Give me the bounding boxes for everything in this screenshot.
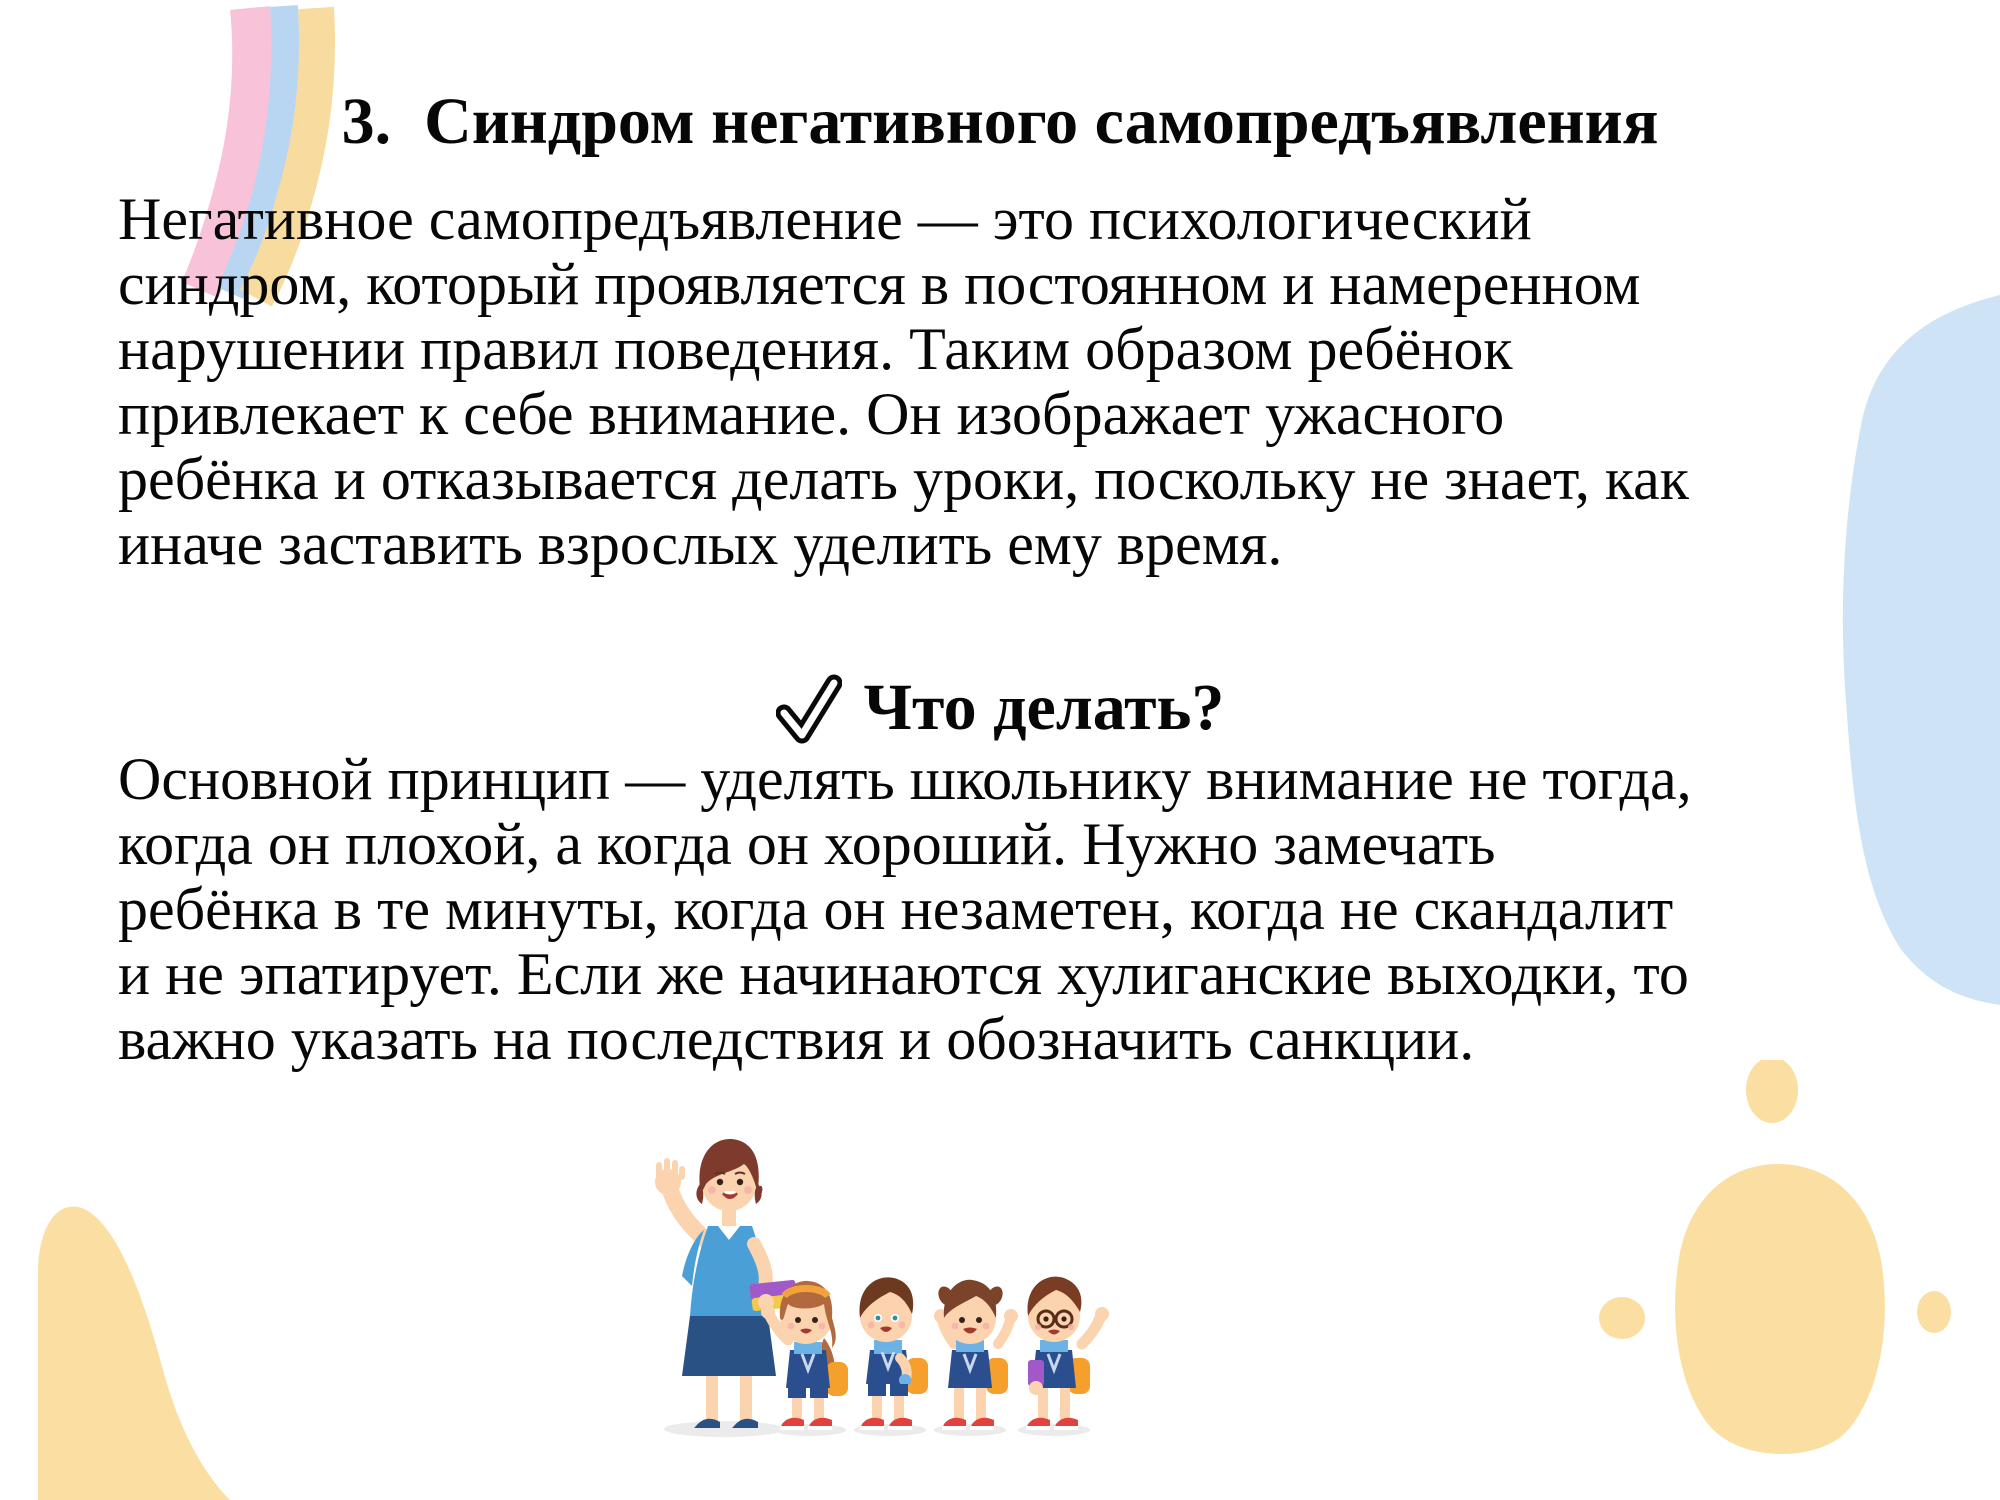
paragraph-line: Основной принцип — уделять школьнику внимание не тогда, <box>118 746 1692 812</box>
paragraph-line: привлекает к себе внимание. Он изображает ужасного <box>118 381 1505 447</box>
what-to-do-heading <box>0 668 2000 748</box>
paragraph-line: важно указать на последствия и обозначить санкции. <box>118 1006 1475 1072</box>
paragraph-line: нарушении правил поведения. Таким образом ребёнок <box>118 316 1513 382</box>
paragraph-line: синдром, который проявляется в постоянном и намеренном <box>118 251 1641 317</box>
paragraph-negative-self-presentation <box>118 187 1689 577</box>
paragraph-what-to-do <box>118 747 1692 1072</box>
paragraph-line: Негативное самопредъявление — это психологический <box>118 186 1532 252</box>
check-icon <box>776 671 842 745</box>
paragraph-line: ребёнка в те минуты, когда он незаметен, когда не скандалит <box>118 876 1674 942</box>
teacher-figure <box>655 1139 797 1428</box>
paragraph-line: и не эпатирует. Если же начинаются хулиганские выходки, то <box>118 941 1689 1007</box>
child-boy <box>859 1277 928 1430</box>
blue-blob-decor <box>1820 290 2000 1010</box>
child-girl-cheering <box>934 1280 1018 1430</box>
slide-title: 3. Синдром негативного самопредъявления <box>341 85 1659 158</box>
paragraph-line: когда он плохой, а когда он хороший. Нужно замечать <box>118 811 1496 877</box>
paragraph-line: ребёнка и отказывается делать уроки, поскольку не знает, как <box>118 446 1689 512</box>
heading-text: Что делать? <box>863 671 1225 744</box>
yellow-blob-corner-decor <box>0 1180 260 1500</box>
child-boy-glasses <box>1026 1277 1109 1430</box>
paragraph-line: иначе заставить взрослых уделить ему время. <box>118 511 1283 577</box>
illustration-teacher-and-children <box>638 1126 1118 1442</box>
yellow-splat-decor <box>1590 1060 2000 1480</box>
